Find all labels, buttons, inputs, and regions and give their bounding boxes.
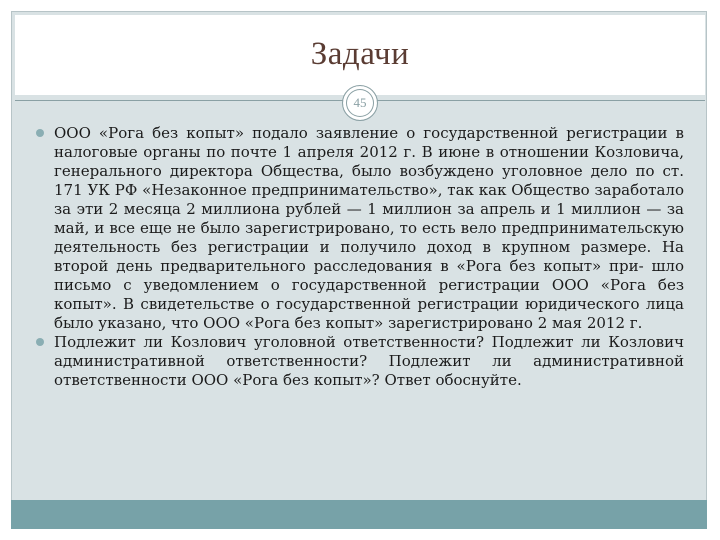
footer-bar	[11, 500, 707, 529]
bullet-text-2: Подлежит ли Козлович уголовной ответственности? Подлежит ли Козлович административной ответственности? Подлежит ли административной ответственности ООО «Рога без копыт»? Ответ обоснуйте.	[54, 333, 684, 389]
bullet-text-1: ООО «Рога без копыт» подало заявление о государственной регистрации в налоговые органы по почте 1 апреля 2012 г. В июне в отношении Козловича, генерального директора Общества, было возбуждено уголовное дело по ст. 171 УК РФ «Незаконное предпринимательство», так как Общество заработало за эти 2 месяца 2 миллиона рублей — 1 миллион за апрель и 1 миллион — за май, и все еще не было зарегистрировано, то есть вело предпринимательскую деятельность без регистрации и получило доход в крупном размере. На второй день предварительного расследования в «Рога без копыт» при- шло письмо с уведомлением о государственной регистрации ООО «Рога без копыт». В свидетельстве о государственной регистрации юридического лица было указано, что ООО «Рога без копыт» зарегистрировано 2 мая 2012 г.	[54, 124, 684, 332]
bullet-item-2	[36, 333, 684, 390]
slide-content	[36, 124, 684, 390]
bullet-icon	[36, 338, 44, 346]
slide-title: Задачи	[310, 36, 410, 72]
bullet-icon	[36, 129, 44, 137]
bullet-item-1	[36, 124, 684, 333]
page-number-badge: 45	[342, 85, 378, 121]
